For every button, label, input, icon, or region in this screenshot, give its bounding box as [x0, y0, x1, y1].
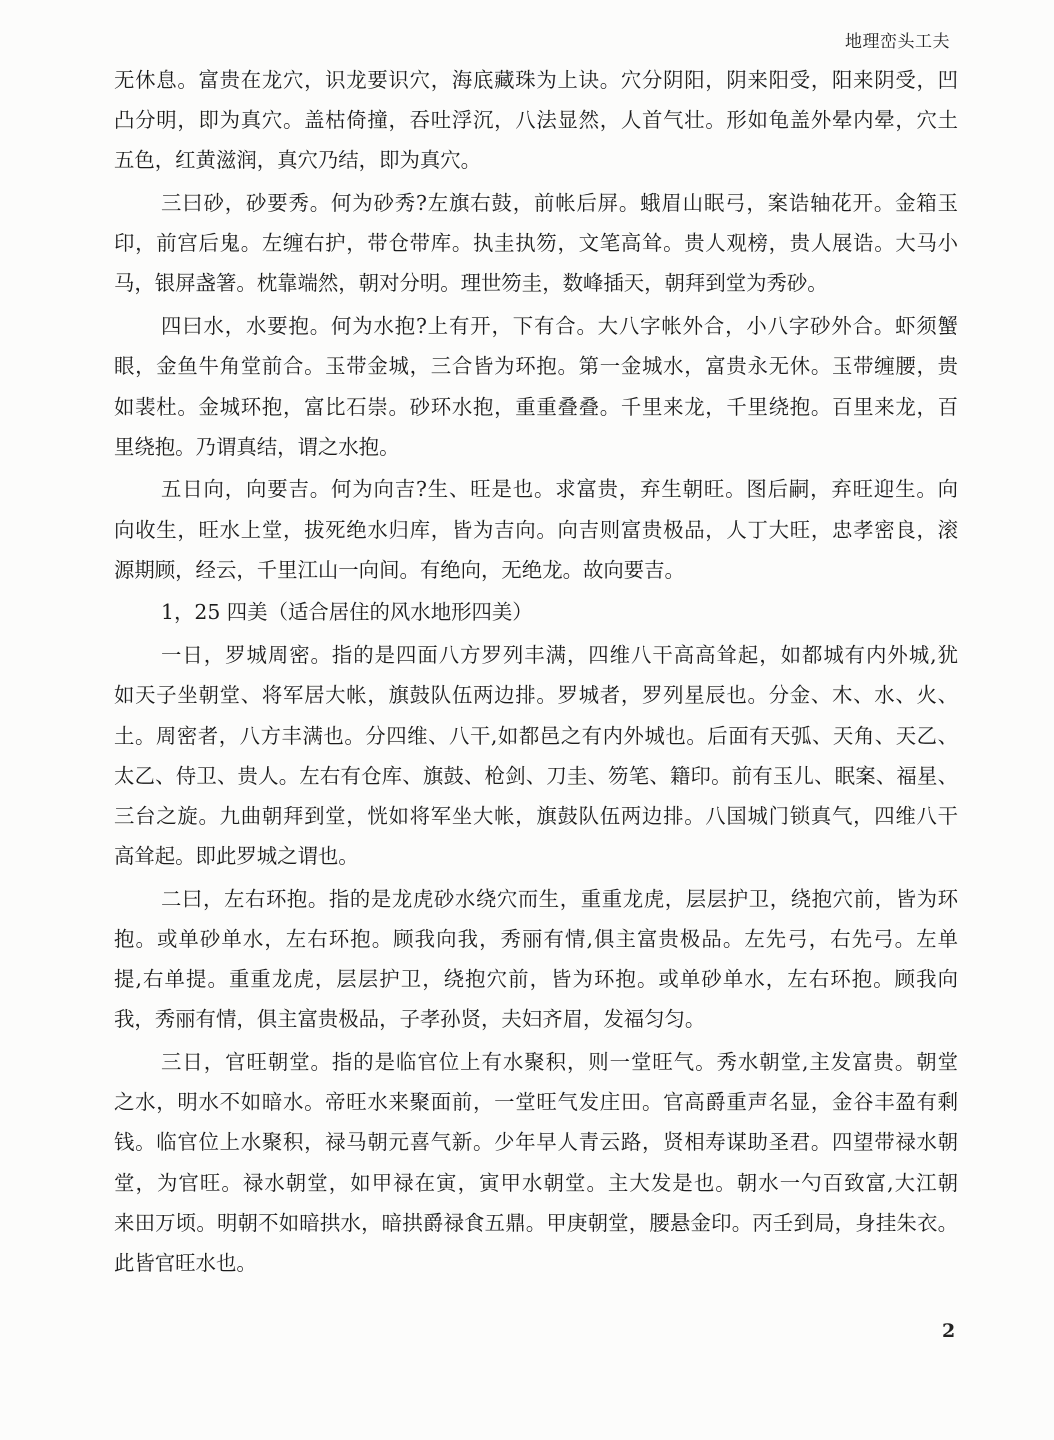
text-line: 土。周密者，八方丰满也。分四维、八干,如都邑之有内外城也。后面有天弧、天角、天乙、 — [114, 723, 958, 748]
running-header: 地理峦头工夫 — [845, 32, 950, 52]
text-line: 提,右单提。重重龙虎，层层护卫，绕抱穴前，皆为环抱。或单砂单水，左右环抱。顾我向 — [114, 967, 958, 992]
text-line: 之水，明水不如暗水。帝旺水来聚面前，一堂旺气发庄田。官高爵重声名显，金谷丰盈有剩 — [114, 1090, 958, 1115]
text-line: 我，秀丽有情，俱主富贵极品，子孝孙贤，夫妇齐眉，发福匀匀。 — [114, 1007, 706, 1032]
text-line: 眼，金鱼牛角堂前合。玉带金城，三合皆为环抱。第一金城水，富贵永无休。玉带缠腰，贵 — [114, 354, 958, 379]
text-line: 无休息。富贵在龙穴，识龙要识穴，海底藏珠为上诀。穴分阴阳，阴来阳受，阳来阴受，凹 — [114, 68, 958, 92]
text-line: 如天子坐朝堂、将军居大帐，旗鼓队伍两边排。罗城者，罗列星辰也。分金、木、水、火、 — [114, 683, 958, 708]
text-line: 源期顾，经云，千里江山一向间。有绝向，无绝龙。故向要吉。 — [114, 557, 685, 582]
text-line: 一日，罗城周密。指的是四面八方罗列丰满，四维八干高高耸起，如都城有内外城,犹 — [161, 643, 958, 668]
paragraph — [114, 60, 958, 181]
section-heading — [114, 592, 958, 632]
text-line: 向收生，旺水上堂，拔死绝水归库，皆为吉向。向吉则富贵极品，人丁大旺，忠孝密良，滚 — [114, 517, 958, 542]
paragraph — [114, 635, 958, 876]
text-line: 堂，为官旺。禄水朝堂，如甲禄在寅，寅甲水朝堂。主大发是也。朝水一勺百致富,大江朝 — [114, 1170, 958, 1195]
text-line: 马，银屏盏箸。枕靠端然，朝对分明。理世笏圭，数峰插天，朝拜到堂为秀砂。 — [114, 271, 828, 296]
text-line: 如裴杜。金城环抱，富比石崇。砂环水抱，重重叠叠。千里来龙，千里绕抱。百里来龙，百 — [114, 394, 958, 419]
paragraph — [114, 306, 958, 467]
text-line: 钱。临官位上水聚积，禄马朝元喜气新。少年早人青云路，贤相寿谋助圣君。四望带禄水朝 — [114, 1130, 958, 1155]
paragraph — [114, 183, 958, 304]
page-number: 2 — [942, 1320, 956, 1342]
paragraph — [114, 1042, 958, 1283]
text-line: 二曰，左右环抱。指的是龙虎砂水绕穴而生，重重龙虎，层层护卫，绕抱穴前，皆为环 — [161, 886, 958, 911]
text-line: 印，前宫后鬼。左缠右护，带仓带库。执圭执笏，文笔高耸。贵人观榜，贵人展诰。大马小 — [114, 231, 958, 256]
paragraph — [114, 879, 958, 1040]
text-line: 抱。或单砂单水，左右环抱。顾我向我，秀丽有情,俱主富贵极品。左先弓，右先弓。左单 — [114, 926, 958, 951]
paragraph — [114, 469, 958, 590]
text-line: 四曰水，水要抱。何为水抱?上有开，下有合。大八字帐外合，小八字砂外合。虾须蟹 — [161, 314, 958, 339]
text-line: 里绕抱。乃谓真结，谓之水抱。 — [114, 434, 400, 459]
text-line: 五色，红黄滋润，真穴乃结，即为真穴。 — [114, 148, 482, 173]
text-line: 五日向，向要吉。何为向吉?生、旺是也。求富贵，弃生朝旺。图后嗣，弃旺迎生。向 — [161, 477, 958, 502]
section-heading-text: 1，25 四美（适合居住的风水地形四美） — [161, 600, 533, 625]
text-line: 此皆官旺水也。 — [114, 1250, 257, 1275]
text-line: 来田万顷。明朝不如暗拱水，暗拱爵禄食五鼎。甲庚朝堂，腰悬金印。丙壬到局，身挂朱衣。 — [114, 1210, 958, 1235]
text-line: 太乙、侍卫、贵人。左右有仓库、旗鼓、枪剑、刀圭、笏笔、籍印。前有玉儿、眠案、福星、 — [114, 763, 958, 788]
text-line: 三日，官旺朝堂。指的是临官位上有水聚积，则一堂旺气。秀水朝堂,主发富贵。朝堂 — [161, 1050, 958, 1074]
text-line: 三台之旋。九曲朝拜到堂，恍如将军坐大帐，旗鼓队伍两边排。八国城门锁真气，四维八干 — [114, 803, 958, 828]
body-text — [114, 60, 958, 1283]
text-line: 三曰砂，砂要秀。何为砂秀?左旗右鼓，前帐后屏。蛾眉山眠弓，案诰轴花开。金箱玉 — [161, 191, 958, 216]
text-line: 凸分明，即为真穴。盖枯倚撞，吞吐浮沉，八法显然，人首气壮。形如龟盖外晕内晕，穴土 — [114, 108, 958, 133]
text-line: 高耸起。即此罗城之谓也。 — [114, 844, 359, 869]
